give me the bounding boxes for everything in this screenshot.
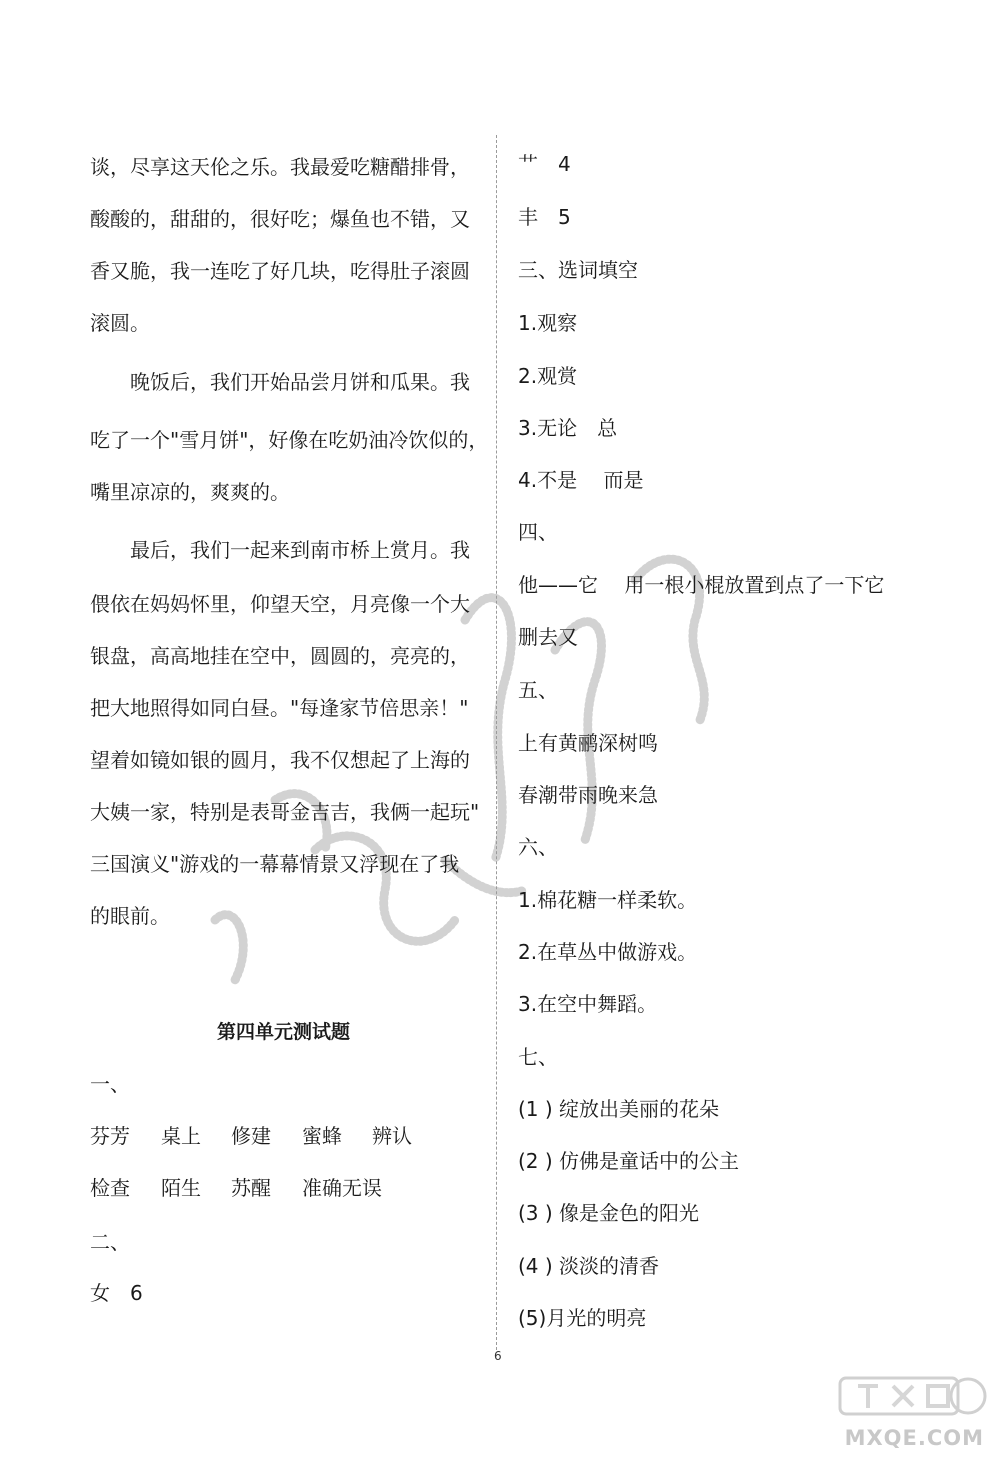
essay-line: 酸酸的，甜甜的，很好吃；爆鱼也不错，又: [90, 207, 470, 231]
section-label: 二、: [90, 1230, 130, 1254]
answer-line: 4.不是 而是: [518, 468, 644, 492]
essay-line: 银盘，高高地挂在空中，圆圆的，亮亮的，: [90, 644, 470, 668]
section-label: 五、: [518, 678, 558, 702]
watermark-text: MXQE.COM: [844, 1426, 984, 1450]
answer-line: (2 ) 仿佛是童话中的公主: [518, 1149, 740, 1173]
answer-line: 1.棉花糖一样柔软。: [518, 888, 698, 912]
section-label: 四、: [518, 520, 558, 544]
answer-line: 他——它 用一根小棍放置到点了一下它: [518, 573, 885, 597]
answer-line: 2.在草丛中做游戏。: [518, 940, 698, 964]
essay-line: 望着如镜如银的圆月，我不仅想起了上海的: [90, 748, 470, 772]
essay-line: 滚圆。: [90, 311, 150, 335]
section-label: 七、: [518, 1045, 558, 1069]
essay-line: 偎依在妈妈怀里，仰望天空，月亮像一个大: [90, 592, 470, 616]
answer-line: 2.观赏: [518, 364, 578, 388]
essay-line: 最后，我们一起来到南市桥上赏月。我: [90, 538, 470, 562]
logo-graphic: [838, 1372, 988, 1422]
answer-line: 女 6: [90, 1281, 143, 1305]
essay-line: 三国演义"游戏的一幕幕情景又浮现在了我: [90, 852, 460, 876]
essay-line: 的眼前。: [90, 904, 170, 928]
answer-line: 上有黄鹂深树鸣: [518, 731, 658, 755]
unit-title: 第四单元测试题: [217, 1021, 351, 1043]
section-label: 三、选词填空: [518, 258, 638, 282]
answer-line: (5)月光的明亮: [518, 1306, 647, 1330]
answer-line: (3 ) 像是金色的阳光: [518, 1201, 700, 1225]
page-number: 6: [494, 1349, 502, 1363]
word: 蜜蜂: [302, 1124, 342, 1148]
essay-line: 吃了一个"雪月饼"，好像在吃奶油冷饮似的，: [90, 428, 489, 452]
answer-line: 艹 4: [518, 152, 571, 176]
answer-line: 3.无论 总: [518, 416, 618, 440]
essay-line: 晚饭后，我们开始品尝月饼和瓜果。我: [90, 370, 470, 394]
word: 修建: [231, 1124, 271, 1148]
word: 芬芳: [90, 1124, 130, 1148]
section-label: 六、: [518, 835, 558, 859]
essay-line: 嘴里凉凉的，爽爽的。: [90, 480, 290, 504]
site-watermark-logo: [838, 1372, 988, 1454]
answer-line: 春潮带雨晚来急: [518, 783, 658, 807]
word: 准确无误: [302, 1176, 382, 1200]
word: 苏醒: [231, 1176, 271, 1200]
column-divider: [496, 135, 497, 1350]
answer-line: 丰 5: [518, 205, 571, 229]
answer-line: 1.观察: [518, 311, 578, 335]
word: 陌生: [161, 1176, 201, 1200]
word: 辨认: [372, 1124, 412, 1148]
word: 检查: [90, 1176, 130, 1200]
essay-line: 谈，尽享这天伦之乐。我最爱吃糖醋排骨，: [90, 155, 470, 179]
essay-line: 大姨一家，特别是表哥金吉吉，我俩一起玩": [90, 800, 480, 824]
answer-line: (1 ) 绽放出美丽的花朵: [518, 1097, 720, 1121]
answer-line: (4 ) 淡淡的清香: [518, 1254, 660, 1278]
answer-line: 删去又: [518, 625, 578, 649]
essay-line: 香又脆，我一连吃了好几块，吃得肚子滚圆: [90, 259, 470, 283]
word: 桌上: [161, 1124, 201, 1148]
section-label: 一、: [90, 1072, 130, 1096]
answer-line: 3.在空中舞蹈。: [518, 992, 658, 1016]
essay-line: 把大地照得如同白昼。"每逢家节倍思亲！": [90, 696, 469, 720]
